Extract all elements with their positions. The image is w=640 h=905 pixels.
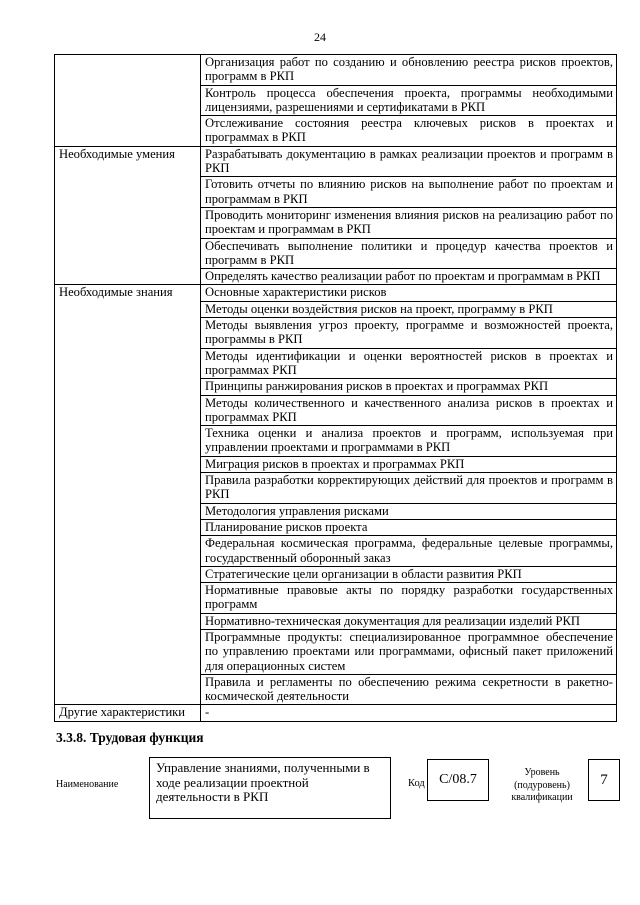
row-content: - [201,705,617,721]
row-content: Готовить отчеты по влиянию рисков на выполнение работ по проектам и программам в РКП [201,177,617,208]
row-content: Методы количественного и качественного анализа рисков в проектах и программах РКП [201,395,617,426]
row-content: Определять качество реализации работ по проектам и программам в РКП [201,269,617,285]
table-row [55,55,617,86]
row-content: Основные характеристики рисков [201,285,617,301]
row-content: Нормативно-техническая документация для реализации изделий РКП [201,613,617,629]
table-row [55,285,617,301]
code-box: С/08.7 [427,759,489,801]
function-name-label: Наименование [56,779,119,790]
row-content: Программные продукты: специализированное программное обеспечение по управлению проектами или программами, офисный пакет приложений для операционных систем [201,629,617,674]
qualification-level-box: 7 [588,759,620,801]
row-content: Методы оценки воздействия рисков на проект, программу в РКП [201,301,617,317]
row-label: Необходимые знания [55,285,201,705]
row-content: Планирование рисков проекта [201,519,617,535]
row-content: Миграция рисков в проектах и программах РКП [201,456,617,472]
function-name-box: Управление знаниями, полученными в ходе реализации проектной деятельности в РКП [149,757,391,819]
table-row [55,705,617,721]
row-content: Методы идентификации и оценки вероятностей рисков в проектах и программах РКП [201,348,617,379]
row-content: Разрабатывать документацию в рамках реализации проектов и программ в РКП [201,146,617,177]
code-label: Код [408,778,425,789]
row-content: Принципы ранжирования рисков в проектах и программах РКП [201,379,617,395]
row-content: Нормативные правовые акты по порядку разработки государственных программ [201,583,617,614]
row-label: Необходимые умения [55,146,201,285]
row-content: Отслеживание состояния реестра ключевых рисков в проектах и программах в РКП [201,116,617,147]
table-row [55,146,617,177]
page-number: 24 [314,30,326,44]
row-content: Правила и регламенты по обеспечению режима секретности в ракетно-космической деятельности [201,674,617,705]
section-title: 3.3.8. Трудовая функция [56,730,204,745]
row-content: Федеральная космическая программа, федеральные целевые программы, государственный оборонный заказ [201,536,617,567]
row-content: Обеспечивать выполнение политики и процедур качества проектов и программ в РКП [201,238,617,269]
row-content: Методы выявления угроз проекту, программе и возможностей проекта, программы в РКП [201,318,617,349]
skills-table [54,54,617,722]
row-label [55,55,201,147]
row-content: Контроль процесса обеспечения проекта, программы необходимыми лицензиями, разрешениями и сертификатами в РКП [201,85,617,116]
row-content: Правила разработки корректирующих действий для проектов и программ в РКП [201,473,617,504]
row-content: Техника оценки и анализа проектов и программ, используемая при управлении проектами и программами в РКП [201,426,617,457]
row-content: Проводить мониторинг изменения влияния рисков на реализацию работ по проектам и программам в РКП [201,207,617,238]
row-label: Другие характеристики [55,705,201,721]
row-content: Организация работ по созданию и обновлению реестра рисков проектов, программ в РКП [201,55,617,86]
qualification-level-label: Уровень (подуровень) квалификации [511,767,573,803]
row-content: Стратегические цели организации в области развития РКП [201,566,617,582]
row-content: Методология управления рисками [201,503,617,519]
